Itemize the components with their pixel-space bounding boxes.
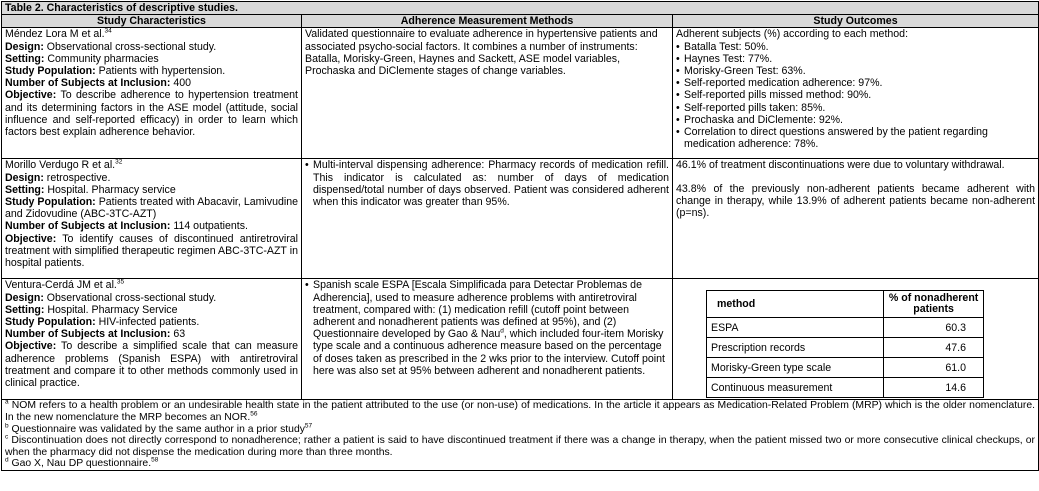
methods-text: Spanish scale ESPA [Escala Simplificada para Detectar Problemas de Adherencia], used to measure adherence problems with antiretroviral treatment, compared with: (1) medication refill (cutoff point between adherent and nonadherent patients was defined at 95%), and (2) Questionnaire developed by Gao & Nau$^d$, which included four-item Morisky type scale and a continuous adherence measure based on the percentage of doses taken as prescribed in the 2 wks prior to the interview. Cutoff point here was also set at 95% between adherent and nonadherent patients. (313, 279, 665, 377)
method-cell: Morisky-Green type scale (707, 358, 884, 378)
author-ref: 35 (116, 278, 125, 286)
col-method-header: method (707, 291, 884, 318)
subjects-value: 114 outpatients. (170, 220, 248, 233)
objective-label: Objective: (5, 89, 57, 102)
methods-text: Validated questionnaire to evaluate adherence in hypertensive patients and associated psycho-social factors. It combines a number of instruments: Batalla, Morisky-Green, Haynes and Sackett, ASE model variables, Prochaska and DiClemente stages of change variables. (305, 28, 658, 78)
list-item: • Self-reported medication adherence: 97%. (676, 77, 883, 90)
footnote-d: $^d$ Gao X, Nau DP questionnaire.$^{58}$ (5, 456, 159, 470)
table-row (707, 318, 984, 338)
table-row (2, 28, 1039, 159)
objective-value: To describe a simplified scale that can measure adherence problems (Spanish ESPA) with antiretroviral treatment and compare it to other methods commonly used in clinical practice. (5, 340, 298, 390)
method-cell: ESPA (707, 318, 884, 338)
population-value: Patients treated with Abacavir, Lamivudine and Zidovudine (ABC-3TC-AZT) (5, 196, 298, 221)
study-characteristics-cell (2, 28, 302, 159)
setting-value: Hospital. Pharmacy Service (44, 303, 178, 316)
list-item: • Haynes Test: 77%. (676, 52, 773, 65)
subjects-label: Number of Subjects at Inclusion: (5, 328, 171, 341)
outcomes-cell (673, 279, 1039, 400)
setting-label: Setting: (5, 303, 45, 316)
design-value: Observational cross-sectional study. (43, 40, 217, 53)
table-row (707, 358, 984, 378)
table-caption: Table 2. Characteristics of descriptive studies. (2, 2, 1039, 15)
methods-cell (302, 159, 673, 279)
footnote-b: $^b$ Questionnaire was validated by the same author in a prior study$^{57}$ (5, 422, 313, 435)
subjects-value: 63 (170, 328, 186, 341)
population-label: Study Population: (5, 65, 96, 78)
list-item: • Self-reported pills missed method: 90%. (676, 89, 872, 102)
study-author: Morillo Verdugo R et al.$^{32}$ (5, 158, 123, 172)
value-cell: 47.6 (884, 338, 984, 358)
list-item: • Prochaska and DiClemente: 92%. (676, 113, 843, 126)
list-item: • Morisky-Green Test: 63%. (676, 65, 806, 78)
design-value: Observational cross-sectional study. (43, 291, 217, 304)
list-item: • Correlation to direct questions answered by the patient regarding medication adherence: 78%. (676, 126, 988, 151)
study-author: Ventura-Cerdá JM et al.$^{35}$ (5, 278, 125, 292)
population-label: Study Population: (5, 316, 96, 329)
objective-label: Objective: (5, 340, 57, 353)
method-cell: Prescription records (707, 338, 884, 358)
table-row (707, 338, 984, 358)
methods-cell (302, 28, 673, 159)
value-cell: 61.0 (884, 358, 984, 378)
table-row (2, 279, 1039, 400)
footnote-c: $^c$ Discontinuation does not directly correspond to nonadherence; rather a patient is said to have discontinued treatment if there was a change in therapy, when the patient missed two or more consecutive clinical checkups, or when the pharmacy did not dispense the medication during more than three months. (5, 433, 1036, 458)
method-cell: Continuous measurement (707, 378, 884, 398)
header-study-characteristics: Study Characteristics (2, 15, 302, 28)
subjects-label: Number of Subjects at Inclusion: (5, 77, 171, 90)
subjects-value: 400 (170, 77, 192, 90)
col-percent-header: % of nonadherent patients (884, 291, 984, 318)
design-label: Design: (5, 171, 44, 184)
methods-bullet: • Spanish scale ESPA [Escala Simplificada para Detectar Problemas de Adherencia], used to measure adherence problems with antiretroviral treatment, compared with: (1) medication refill (cutoff point between adherent and nonadherent patients was defined at 95%), and (2) Questionnaire developed by Gao & Nau$^d$, which included four-item Morisky type scale and a continuous adherence measure based on the percentage of doses taken as prescribed in the 2 wks prior to the interview. Cutoff point here was also set at 95% between adherent and nonadherent patients. (305, 279, 669, 377)
objective-value: To describe adherence to hypertension treatment and its determining factors in the ASE model (attitude, social influence and self-reported efficacy) in order to learn which factors best explain adherence behavior. (5, 89, 298, 139)
design-value: retrospective. (43, 171, 111, 184)
setting-value: Community pharmacies (44, 52, 159, 65)
population-value: Patients with hypertension. (95, 65, 226, 78)
header-study-outcomes: Study Outcomes (673, 15, 1039, 28)
methods-bullet: • Multi-interval dispensing adherence: Pharmacy records of medication refill. This indicator is calculated as: number of days of medication dispensed/total number of days observed. Patient was considered adherent when this indicator was greater than 95%. (305, 159, 669, 209)
population-label: Study Population: (5, 196, 96, 209)
author-ref: 34 (104, 27, 112, 35)
header-row (2, 15, 1039, 28)
setting-label: Setting: (5, 52, 45, 65)
table-row (2, 159, 1039, 279)
design-label: Design: (5, 291, 44, 304)
study-characteristics-cell (2, 159, 302, 279)
nonadherence-header-row (707, 291, 984, 318)
footnote-a: $^a$ NOM refers to a health problem or an undesirable health state in the patient attributed to the use (or non-use) of medications. In the article it appears as Medication-Related Problem (MRP) which is the older nomenclature. In the new nomenclature the MRP becomes an NOR.$^{56}$ (5, 398, 1036, 423)
study-author: Méndez Lora M et al.$^{34}$ (5, 27, 112, 41)
author-ref: 32 (115, 158, 123, 166)
setting-value: Hospital. Pharmacy service (44, 183, 176, 196)
table-row (707, 378, 984, 398)
outcomes-cell (673, 159, 1039, 279)
outcomes-intro: Adherent subjects (%) according to each method: (676, 28, 909, 41)
outcomes-cell (673, 28, 1039, 159)
header-adherence-methods: Adherence Measurement Methods (302, 15, 673, 28)
outcome-paragraph-2: 43.8% of the previously non-adherent patients became adherent with change in therapy, while 13.9% of adherent patients became non-adherent (p=ns). (676, 182, 1036, 220)
footnotes (2, 400, 1039, 471)
table-container (1, 1, 1038, 488)
nonadherence-table (706, 290, 984, 398)
value-cell: 60.3 (884, 318, 984, 338)
objective-label: Objective: (5, 232, 57, 245)
methods-cell (302, 279, 673, 400)
outcome-paragraph-1: 46.1% of treatment discontinuations were due to voluntary withdrawal. (676, 159, 1005, 172)
setting-label: Setting: (5, 183, 45, 196)
descriptive-studies-table (1, 1, 1039, 471)
list-item: • Batalla Test: 50%. (676, 40, 769, 53)
design-label: Design: (5, 40, 44, 53)
study-characteristics-cell (2, 279, 302, 400)
value-cell: 14.6 (884, 378, 984, 398)
objective-value: To identify causes of discontinued antiretroviral treatment with simplified therapeutic regimen ABC-3TC-AZT in hospital patients. (5, 232, 298, 270)
list-item: • Self-reported pills taken: 85%. (676, 101, 826, 114)
methods-text: Multi-interval dispensing adherence: Pharmacy records of medication refill. This indicator is calculated as: number of days of medication dispensed/total number of days observed. Patient was considered adherent when this indicator was greater than 95%. (313, 159, 669, 209)
population-value: HIV-infected patients. (95, 316, 200, 329)
outcomes-list (676, 41, 1035, 151)
subjects-label: Number of Subjects at Inclusion: (5, 220, 171, 233)
